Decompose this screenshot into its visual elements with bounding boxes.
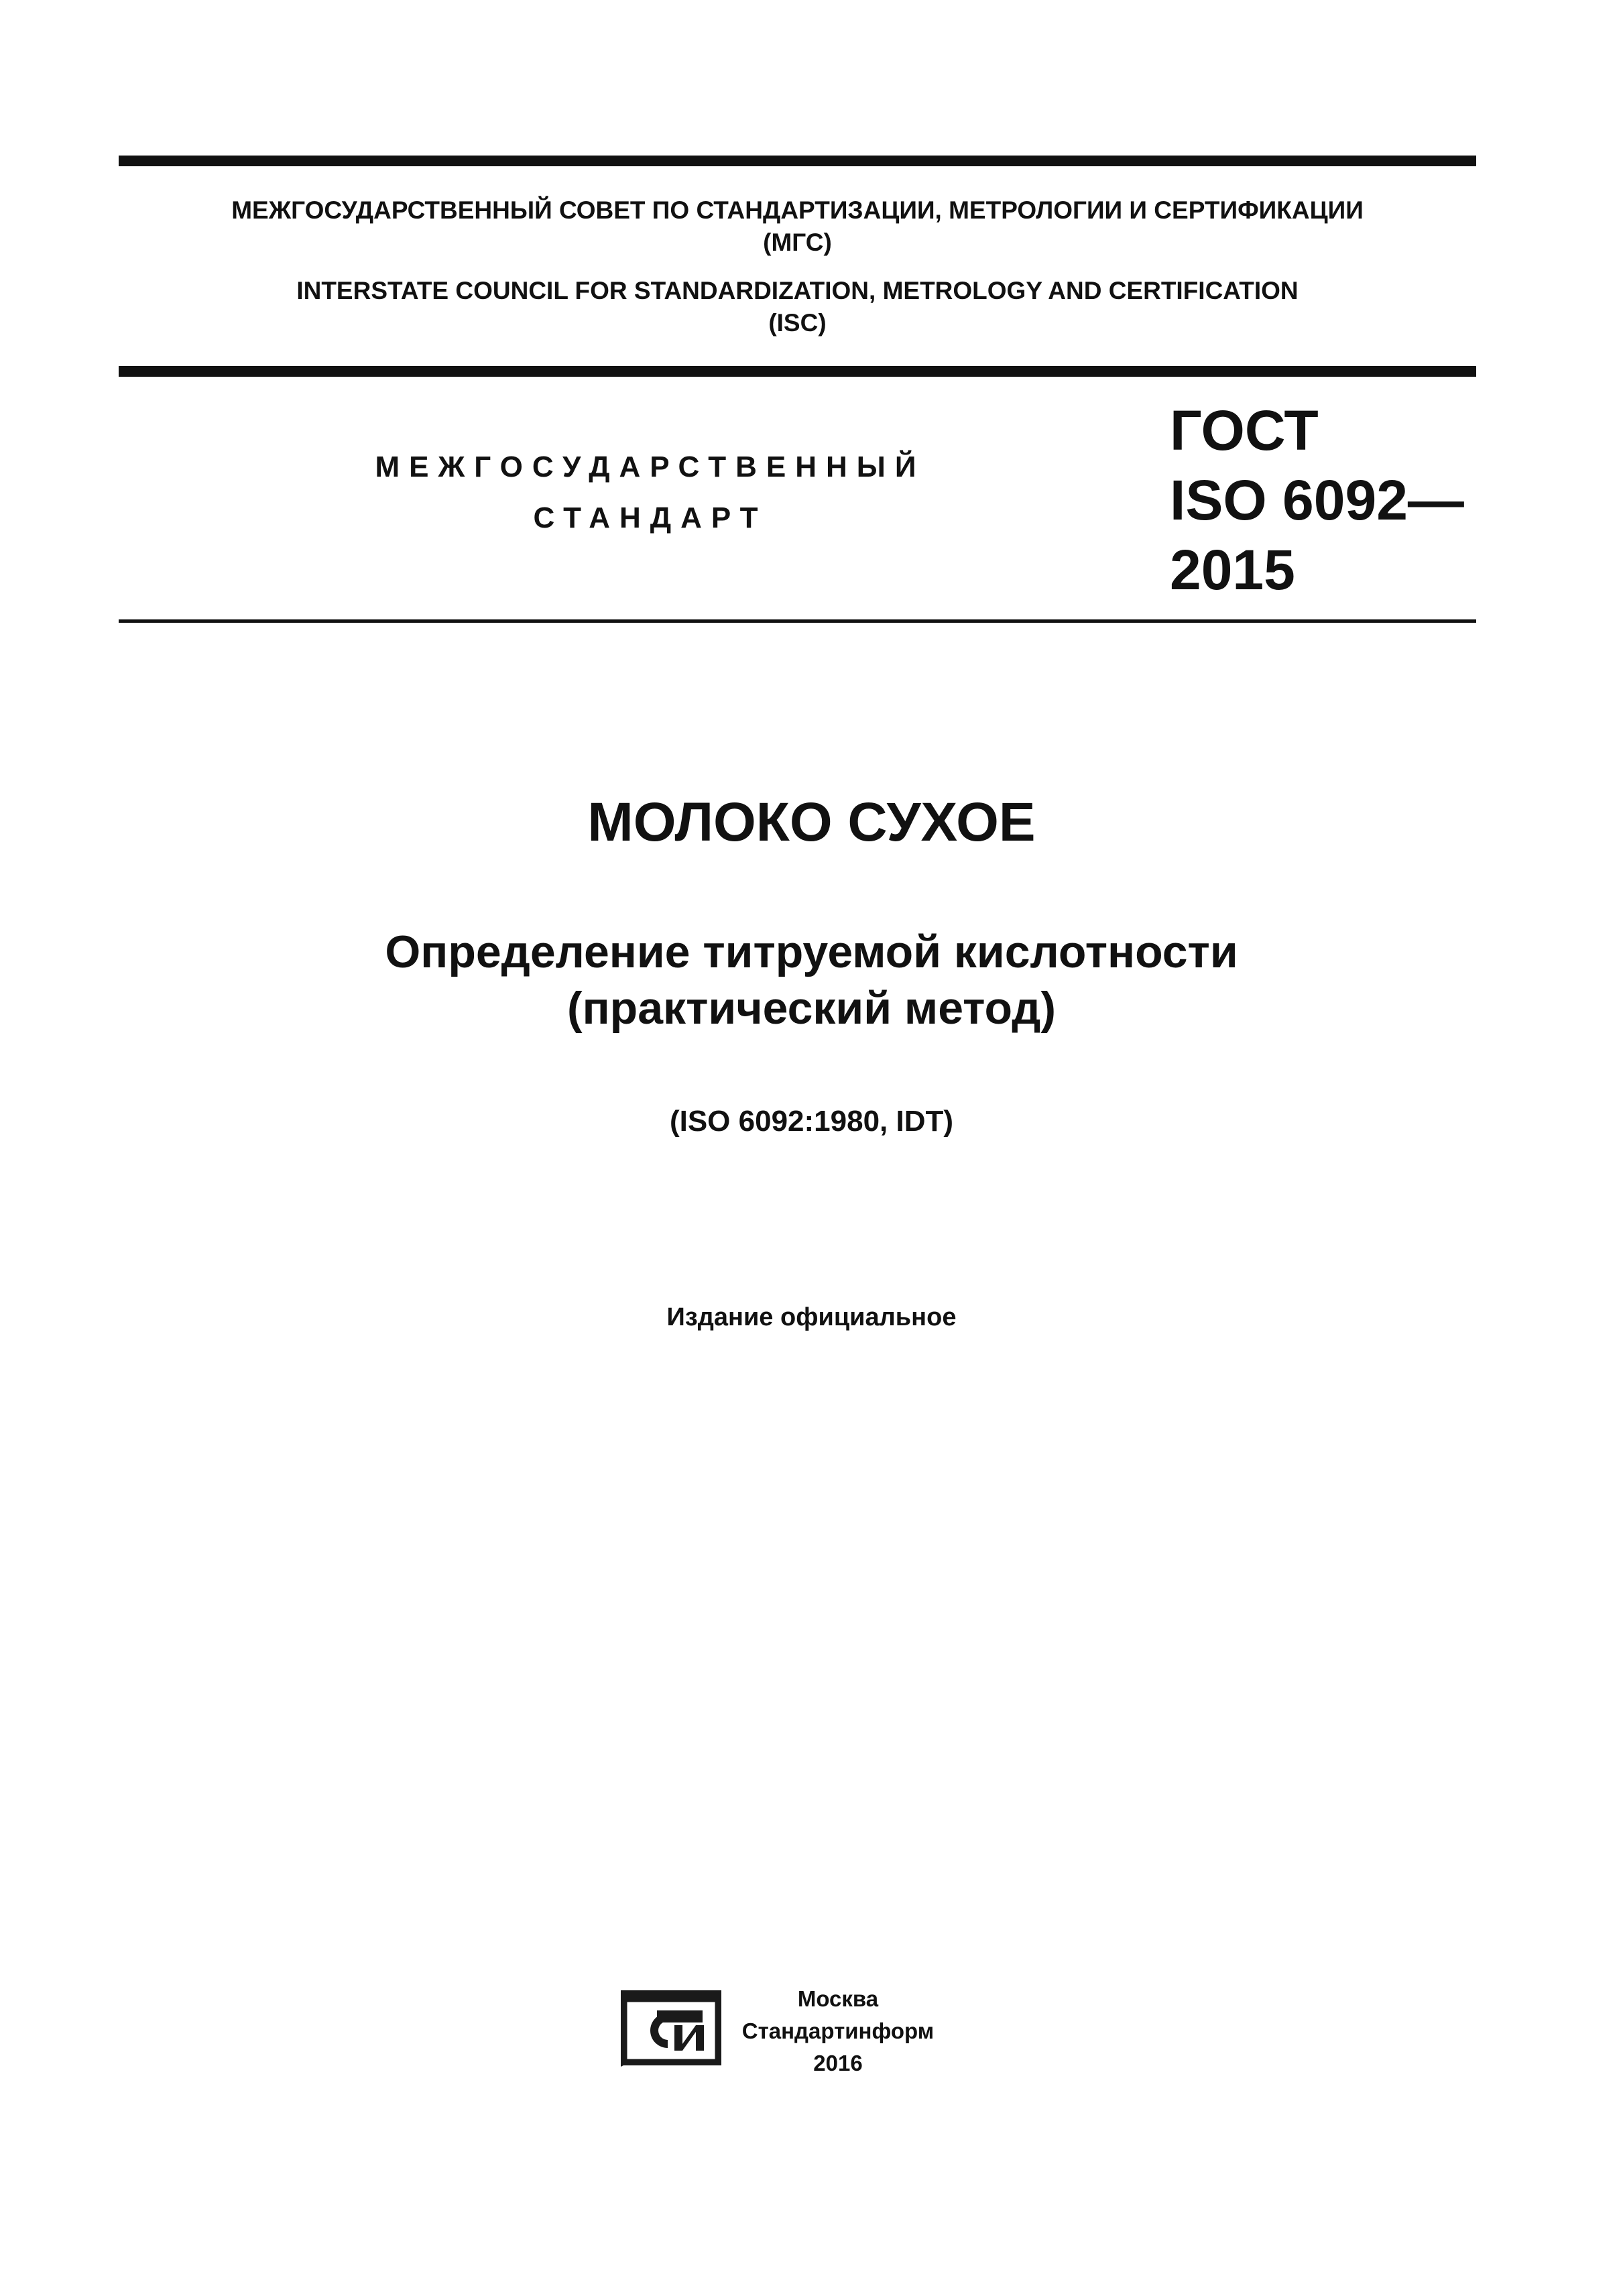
council-name-ru [119,194,1476,259]
standard-designation [1170,396,1464,605]
document-subtitle [0,924,1623,1036]
edition-note: Издание официальное [666,1303,957,1331]
document-title: МОЛОКО СУХОЕ [587,792,1036,853]
council-name-ru-line: МЕЖГОСУДАРСТВЕННЫЙ СОВЕТ ПО СТАНДАРТИЗАЦИИ, МЕТРОЛОГИИ И СЕРТИФИКАЦИИ [231,196,1364,224]
council-name-en [119,275,1476,339]
standartinform-logo-icon [618,1988,724,2071]
imprint-city: Москва [797,1986,879,2011]
publisher-imprint [724,1983,952,2079]
council-abbr-ru: (МГС) [763,229,832,256]
subtitle-line2: (практический метод) [566,983,1057,1034]
standard-type-label-line1: МЕЖГОСУДАРСТВЕННЫЙ [375,450,926,483]
subtitle-line1: Определение титруемой кислотности [385,926,1238,977]
designation-bottom-rule [119,619,1476,623]
council-name-en-line: INTERSTATE COUNCIL FOR STANDARDIZATION, METROLOGY AND CERTIFICATION [296,277,1299,304]
council-abbr-en: (ISC) [768,309,827,337]
top-rule [119,156,1476,166]
designation-year: 2015 [1170,538,1295,601]
designation-number: ISO 6092— [1170,469,1464,532]
imprint-year: 2016 [813,2051,863,2075]
iso-reference: (ISO 6092:1980, IDT) [669,1105,954,1138]
header-bottom-rule [119,366,1476,377]
imprint-publisher: Стандартинформ [741,2018,935,2043]
standard-type-label-line2: СТАНДАРТ [533,501,768,534]
designation-gost: ГОСТ [1170,399,1319,462]
